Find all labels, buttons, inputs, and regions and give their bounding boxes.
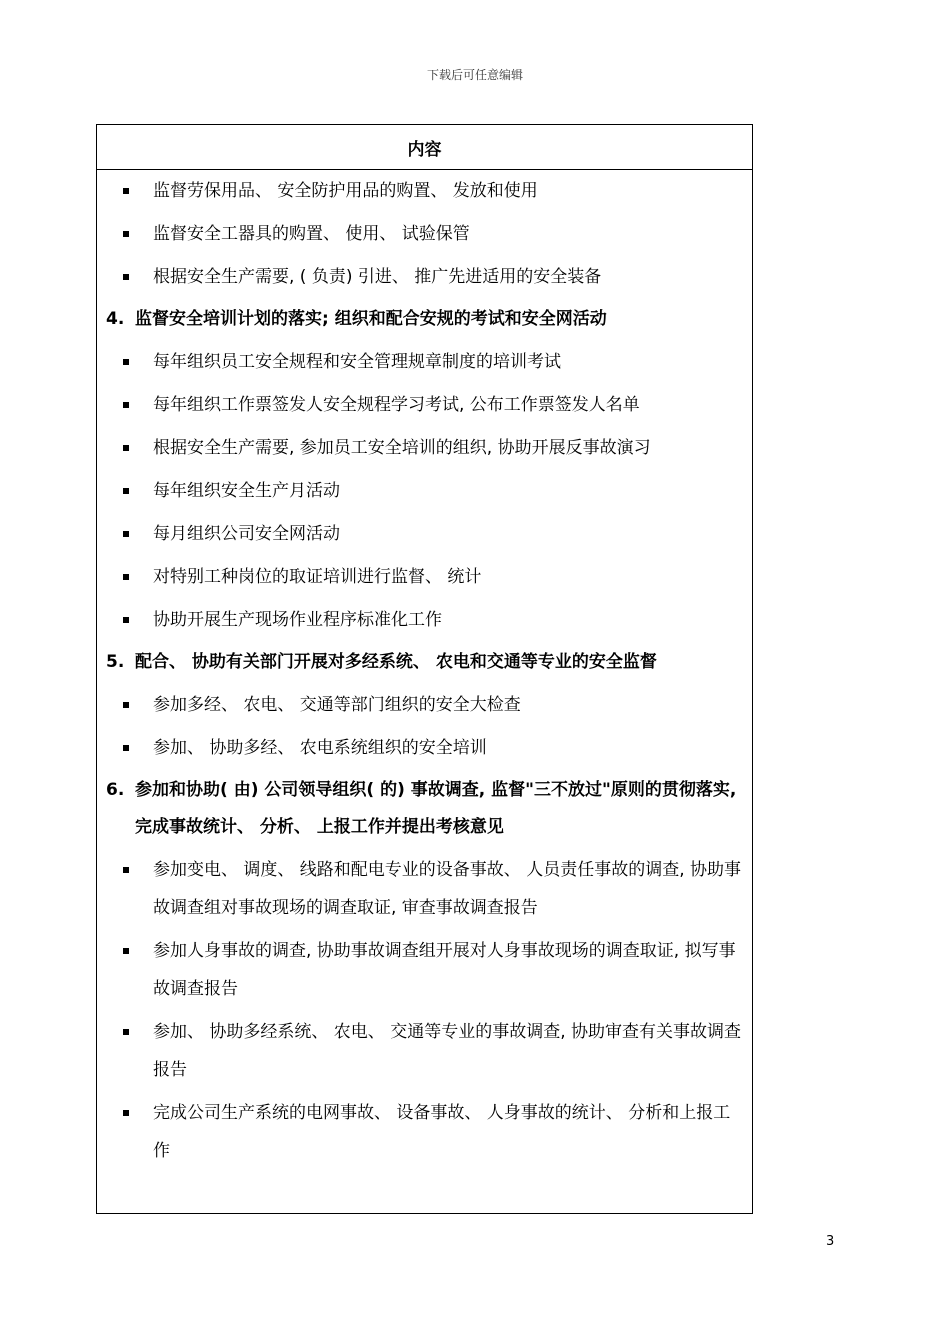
list-item <box>97 932 752 1008</box>
list-item-text: 监督安全工器具的购置、 使用、 试验保管 <box>153 224 470 244</box>
square-bullet-icon <box>123 948 129 954</box>
list-item-text: 根据安全生产需要, ( 负责) 引进、 推广先进适用的安全装备 <box>153 267 602 287</box>
page-number: 3 <box>826 1234 835 1249</box>
square-bullet-icon <box>123 531 129 537</box>
list-item-text: 参加、 协助多经系统、 农电、 交通等专业的事故调查, 协助审查有关事故调查报告 <box>153 1022 742 1080</box>
list-item-text: 完成公司生产系统的电网事故、 设备事故、 人身事故的统计、 分析和上报工作 <box>153 1103 731 1161</box>
list-item <box>97 1094 752 1170</box>
list-item-text: 每年组织工作票签发人安全规程学习考试, 公布工作票签发人名单 <box>153 395 640 415</box>
list-item <box>97 601 752 639</box>
list-item <box>97 343 752 381</box>
list-item <box>97 258 752 296</box>
section-number: 5. <box>106 652 125 672</box>
square-bullet-icon <box>123 702 129 708</box>
list-item <box>97 429 752 467</box>
list-item-text: 监督劳保用品、 安全防护用品的购置、 发放和使用 <box>153 181 538 201</box>
list-item-text: 每年组织安全生产月活动 <box>153 481 340 501</box>
list-item <box>97 472 752 510</box>
square-bullet-icon <box>123 488 129 494</box>
section-heading-text: 配合、 协助有关部门开展对多经系统、 农电和交通等专业的安全监督 <box>135 652 657 672</box>
list-item <box>97 215 752 253</box>
list-item-text: 参加变电、 调度、 线路和配电专业的设备事故、 人员责任事故的调查, 协助事故调查组对事故现场的调查取证, 审查事故调查报告 <box>153 860 742 918</box>
square-bullet-icon <box>123 231 129 237</box>
list-item-text: 根据安全生产需要, 参加员工安全培训的组织, 协助开展反事故演习 <box>153 438 651 458</box>
list-item <box>97 851 752 927</box>
list-item <box>97 558 752 596</box>
section-heading <box>97 644 752 681</box>
section-number: 4. <box>106 309 125 329</box>
table-rows <box>97 172 752 1170</box>
list-item-text: 每年组织员工安全规程和安全管理规章制度的培训考试 <box>153 352 561 372</box>
list-item-text: 参加人身事故的调查, 协助事故调查组开展对人身事故现场的调查取证, 拟写事故调查报告 <box>153 941 736 999</box>
content-table <box>96 124 753 1214</box>
list-item <box>97 515 752 553</box>
list-item <box>97 729 752 767</box>
square-bullet-icon <box>123 867 129 873</box>
list-item-text: 对特别工种岗位的取证培训进行监督、 统计 <box>153 567 482 587</box>
square-bullet-icon <box>123 359 129 365</box>
square-bullet-icon <box>123 1110 129 1116</box>
list-item-text: 协助开展生产现场作业程序标准化工作 <box>153 610 442 630</box>
square-bullet-icon <box>123 274 129 280</box>
list-item <box>97 172 752 210</box>
section-heading <box>97 772 752 846</box>
square-bullet-icon <box>123 1029 129 1035</box>
list-item <box>97 386 752 424</box>
list-item <box>97 686 752 724</box>
page-header-note: 下载后可任意编辑 <box>426 68 523 82</box>
square-bullet-icon <box>123 445 129 451</box>
list-item-text: 每月组织公司安全网活动 <box>153 524 340 544</box>
square-bullet-icon <box>123 188 129 194</box>
square-bullet-icon <box>123 574 129 580</box>
list-item <box>97 1013 752 1089</box>
list-item-text: 参加、 协助多经、 农电系统组织的安全培训 <box>153 738 487 758</box>
section-heading <box>97 301 752 338</box>
square-bullet-icon <box>123 617 129 623</box>
table-header: 内容 <box>97 125 752 170</box>
square-bullet-icon <box>123 402 129 408</box>
list-item-text: 参加多经、 农电、 交通等部门组织的安全大检查 <box>153 695 521 715</box>
section-heading-text: 参加和协助( 由) 公司领导组织( 的) 事故调查, 监督"三不放过"原则的贯彻落实, 完成事故统计、 分析、 上报工作并提出考核意见 <box>135 780 737 837</box>
square-bullet-icon <box>123 745 129 751</box>
section-number: 6. <box>106 780 125 800</box>
section-heading-text: 监督安全培训计划的落实; 组织和配合安规的考试和安全网活动 <box>135 309 607 329</box>
